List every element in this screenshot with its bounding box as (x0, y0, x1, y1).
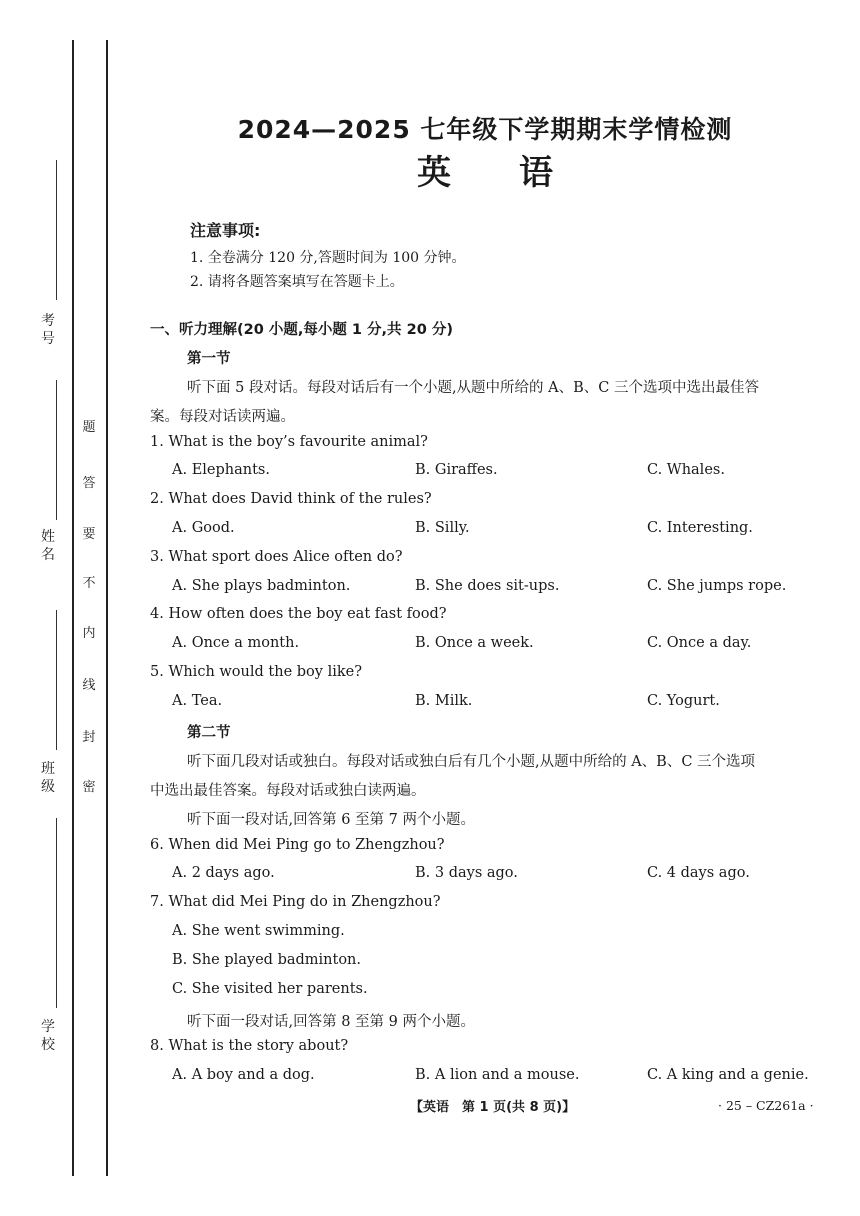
exam-title: 2024—2025 七年级下学期期末学情检测 (237, 115, 733, 144)
option-c: C. Once a day. (647, 635, 752, 651)
seal-char: 答 (82, 476, 96, 491)
exam-subject: 英语 (417, 153, 621, 193)
label-xuexiao: 学 校 (41, 1019, 55, 1053)
seal-char: 内 (82, 626, 96, 641)
seal-char: 题 (82, 420, 96, 435)
question-stem: 2. What does David think of the rules? (150, 491, 432, 507)
page-footer: 【英语 第 1 页(共 8 页)】 (410, 1100, 576, 1115)
question-stem: 8. What is the story about? (150, 1038, 349, 1054)
option-b: B. Milk. (415, 693, 473, 709)
blank-xuexiao[interactable] (56, 818, 57, 1008)
option-b: B. Giraffes. (415, 462, 498, 478)
label-xingming: 姓 名 (41, 529, 55, 563)
option-c: C. Whales. (647, 462, 725, 478)
section-intro: 案。每段对话读两遍。 (150, 409, 295, 425)
question-stem: 1. What is the boy’s favourite animal? (150, 434, 428, 450)
paper-code: · 25 – CZ261a · (718, 1098, 814, 1113)
blank-xingming[interactable] (56, 380, 57, 520)
label-kaohao: 考 号 (41, 313, 55, 347)
option-b: B. She does sit-ups. (415, 578, 560, 594)
option-b: B. Silly. (415, 520, 470, 536)
group-instruction: 听下面一段对话,回答第 8 至第 9 两个小题。 (187, 1014, 475, 1030)
option-c: C. Interesting. (647, 520, 753, 536)
option-a: A. She went swimming. (172, 923, 345, 939)
option-a: A. Elephants. (172, 462, 270, 478)
option-b: B. She played badminton. (172, 952, 362, 968)
label-banji: 班 级 (41, 761, 55, 795)
notice-item: 2. 请将各题答案填写在答题卡上。 (190, 274, 404, 290)
question-stem: 5. Which would the boy like? (150, 664, 362, 680)
option-a: A. Once a month. (172, 635, 300, 651)
seal-char: 不 (82, 576, 96, 591)
seal-char: 线 (82, 678, 96, 693)
section-heading: 第二节 (187, 725, 231, 741)
binding-line-outer (72, 40, 74, 1176)
question-stem: 7. What did Mei Ping do in Zhengzhou? (150, 894, 441, 910)
section-intro: 中选出最佳答案。每段对话或独白读两遍。 (150, 783, 426, 799)
seal-char: 密 (82, 780, 96, 795)
question-stem: 6. When did Mei Ping go to Zhengzhou? (150, 837, 445, 853)
option-c: C. She jumps rope. (647, 578, 787, 594)
option-c: C. Yogurt. (647, 693, 720, 709)
option-a: A. Tea. (172, 693, 223, 709)
question-stem: 3. What sport does Alice often do? (150, 549, 403, 565)
section-intro: 听下面 5 段对话。每段对话后有一个小题,从题中所给的 A、B、C 三个选项中选出最佳答 (187, 380, 759, 396)
option-a: A. She plays badminton. (172, 578, 351, 594)
option-b: B. Once a week. (415, 635, 534, 651)
binding-line-inner (106, 40, 108, 1176)
blank-banji[interactable] (56, 610, 57, 750)
notice-item: 1. 全卷满分 120 分,答题时间为 100 分钟。 (190, 250, 466, 266)
option-c: C. A king and a genie. (647, 1067, 809, 1083)
section-heading: 第一节 (187, 351, 231, 367)
group-instruction: 听下面一段对话,回答第 6 至第 7 两个小题。 (187, 812, 475, 828)
blank-kaohao[interactable] (56, 160, 57, 300)
section-intro: 听下面几段对话或独白。每段对话或独白后有几个小题,从题中所给的 A、B、C 三个选项 (187, 754, 756, 770)
part-heading: 一、听力理解(20 小题,每小题 1 分,共 20 分) (150, 322, 453, 338)
option-c: C. She visited her parents. (172, 981, 368, 997)
option-b: B. A lion and a mouse. (415, 1067, 580, 1083)
seal-char: 要 (82, 527, 96, 542)
seal-char: 封 (82, 730, 96, 745)
question-stem: 4. How often does the boy eat fast food? (150, 606, 447, 622)
option-c: C. 4 days ago. (647, 865, 750, 881)
option-b: B. 3 days ago. (415, 865, 518, 881)
option-a: A. 2 days ago. (172, 865, 275, 881)
option-a: A. A boy and a dog. (172, 1067, 315, 1083)
notice-heading: 注意事项: (190, 221, 261, 240)
option-a: A. Good. (172, 520, 235, 536)
